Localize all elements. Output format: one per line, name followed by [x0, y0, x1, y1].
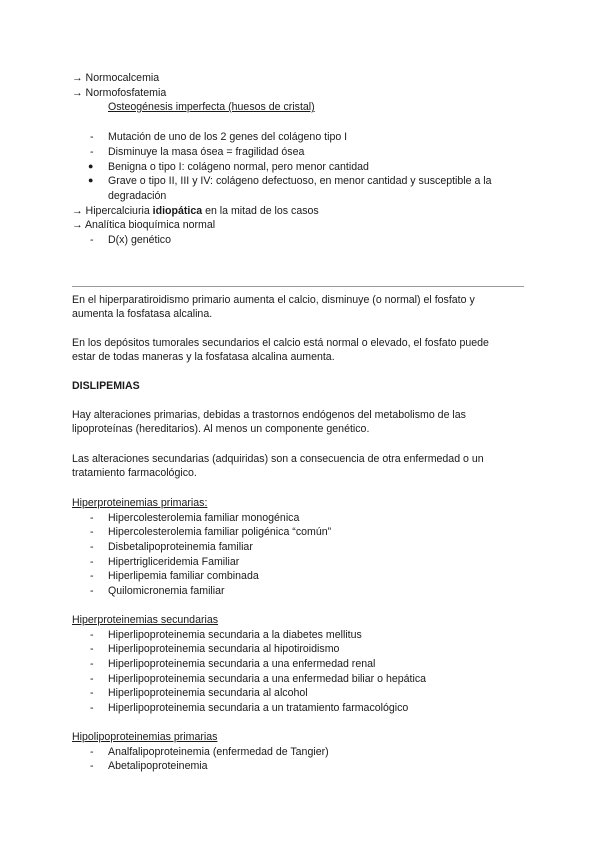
- bullet-dash: -: [90, 746, 94, 758]
- horizontal-divider: [72, 286, 524, 287]
- paragraph-line: Las alteraciones secundarias (adquiridas) son a consecuencia de otra enfermedad o un: [72, 453, 484, 465]
- list-item: Analfalipoproteinemia (enfermedad de Tangier): [108, 746, 329, 758]
- list-item: Hipercolesterolemia familiar monogénica: [108, 512, 300, 524]
- bullet-dash: -: [90, 687, 94, 699]
- subsection-title: Hiperproteinemias secundarias: [72, 614, 219, 626]
- list-item: Hiperlipoproteinemia secundaria a una enfermedad biliar o hepática: [108, 673, 427, 685]
- bullet-dash: -: [90, 512, 94, 524]
- paragraph-line: En el hiperparatiroidismo primario aumenta el calcio, disminuye (o normal) el fosfato y: [72, 294, 475, 306]
- list-item: Grave o tipo II, III y IV: colágeno defectuoso, en menor cantidad y susceptible a la: [108, 175, 492, 187]
- bullet-dash: -: [90, 760, 94, 772]
- normofosfatemia-line: [72, 87, 166, 100]
- analitica-text: Analítica bioquímica normal: [84, 219, 216, 231]
- paragraph-line: estar de todas maneras y la fosfatasa alcalina aumenta.: [72, 351, 335, 363]
- paragraph-line: lipoproteínas (hereditarios). Al menos un componente genético.: [72, 423, 370, 435]
- list-item-continuation: degradación: [108, 190, 167, 202]
- list-item: Quilomicronemia familiar: [108, 585, 225, 597]
- list-item: Disminuye la masa ósea = fragilidad ósea: [108, 146, 305, 158]
- bullet-dash: -: [90, 702, 94, 714]
- arrow-icon: →: [72, 87, 83, 99]
- bullet-dash: -: [90, 570, 94, 582]
- normocalcemia-line: [72, 72, 159, 85]
- arrow-icon: →: [72, 219, 83, 231]
- bullet-dash: -: [90, 541, 94, 553]
- bullet-dash: -: [90, 658, 94, 670]
- paragraph-line: tratamiento farmacológico.: [72, 467, 197, 479]
- bullet-dash: -: [90, 131, 94, 143]
- list-item: Hiperlipoproteinemia secundaria a un tratamiento farmacológico: [108, 702, 409, 714]
- list-item: Hiperlipemia familiar combinada: [108, 570, 259, 582]
- normofosfatemia-text: Normofosfatemia: [85, 87, 167, 99]
- list-item: Disbetalipoproteinemia familiar: [108, 541, 253, 553]
- list-item: Abetalipoproteinemia: [108, 760, 208, 772]
- list-item: Benigna o tipo I: colágeno normal, pero menor cantidad: [108, 161, 369, 173]
- bullet-dash: -: [90, 585, 94, 597]
- bullet-dot-icon: ●: [88, 175, 94, 185]
- list-item: Hipertrigliceridemia Familiar: [108, 556, 240, 568]
- hipercalciuria-line: [72, 205, 319, 218]
- paragraph-line: Hay alteraciones primarias, debidas a trastornos endógenos del metabolismo de las: [72, 409, 466, 421]
- list-item: Hiperlipoproteinemia secundaria al alcohol: [108, 687, 308, 699]
- paragraph-line: En los depósitos tumorales secundarios el calcio está normal o elevado, el fosfato puede: [72, 337, 489, 349]
- bullet-dash: -: [90, 146, 94, 158]
- bullet-dash: -: [90, 629, 94, 641]
- list-item: Hiperlipoproteinemia secundaria al hipotiroidismo: [108, 643, 340, 655]
- osteogenesis-heading: Osteogénesis imperfecta (huesos de cristal): [108, 101, 315, 113]
- subsection-title: Hiperproteinemias primarias:: [72, 497, 208, 509]
- hipercalciuria-suffix: en la mitad de los casos: [202, 205, 319, 217]
- arrow-icon: →: [72, 72, 83, 84]
- hipercalciuria-text: Hipercalciuria: [85, 205, 153, 217]
- analitica-line: [72, 219, 215, 232]
- list-item: D(x) genético: [108, 234, 171, 246]
- bullet-dash: -: [90, 643, 94, 655]
- bullet-dash: -: [90, 673, 94, 685]
- bullet-dot-icon: ●: [88, 161, 94, 171]
- list-item: Mutación de uno de los 2 genes del colágeno tipo I: [108, 131, 348, 143]
- bullet-dash: -: [90, 526, 94, 538]
- arrow-icon: →: [72, 205, 83, 217]
- idiopatica-bold: idiopática: [152, 205, 203, 217]
- normocalcemia-text: Normocalcemia: [85, 72, 160, 84]
- subsection-title: Hipolipoproteinemias primarias: [72, 731, 218, 743]
- bullet-dash: -: [90, 234, 94, 246]
- list-item: Hiperlipoproteinemia secundaria a la diabetes mellitus: [108, 629, 362, 641]
- bullet-dash: -: [90, 556, 94, 568]
- paragraph-line: aumenta la fosfatasa alcalina.: [72, 308, 213, 320]
- list-item: Hipercolesterolemia familiar poligénica “común”: [108, 526, 332, 538]
- section-title: DISLIPEMIAS: [72, 380, 140, 392]
- list-item: Hiperlipoproteinemia secundaria a una enfermedad renal: [108, 658, 376, 670]
